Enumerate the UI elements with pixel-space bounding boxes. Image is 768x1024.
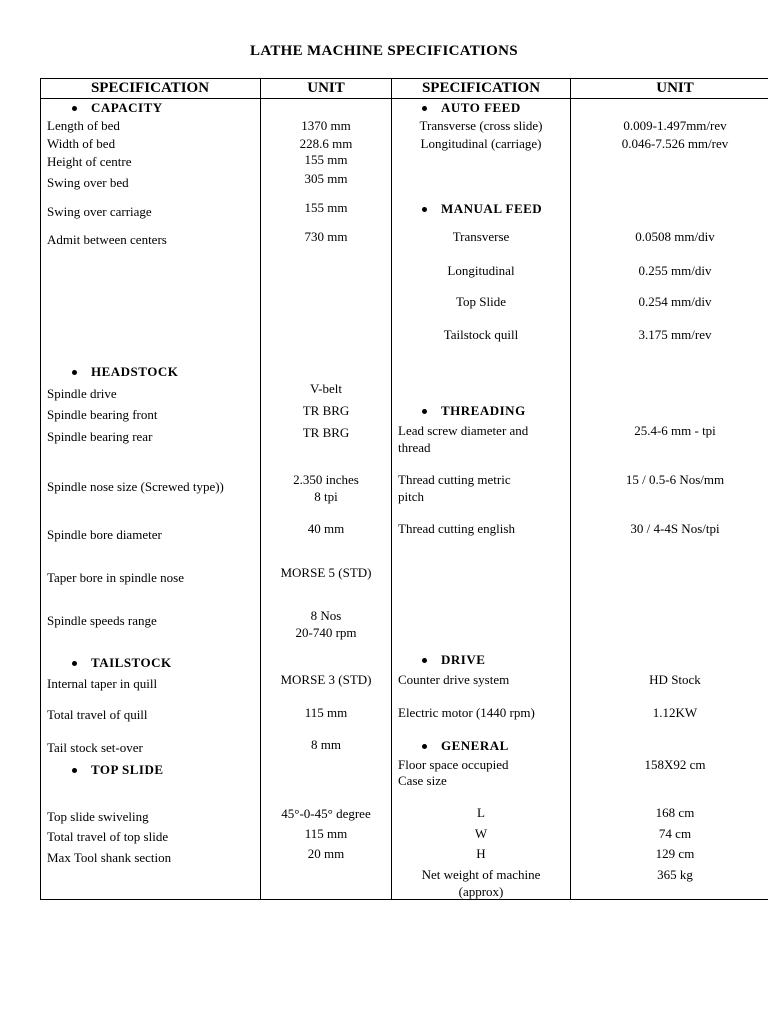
spec-label: (approx) bbox=[458, 884, 504, 899]
header-specification-left: SPECIFICATION bbox=[90, 80, 210, 96]
section-headstock: HEADSTOCK bbox=[72, 364, 178, 380]
spec-value: MORSE 5 (STD) bbox=[280, 565, 372, 580]
spec-value: HD Stock bbox=[649, 672, 701, 687]
spec-value: 0.046-7.526 mm/rev bbox=[621, 136, 729, 151]
spec-value: 168 cm bbox=[655, 805, 695, 820]
spec-value: 74 cm bbox=[658, 826, 692, 841]
spec-label: Lead screw diameter and bbox=[398, 423, 529, 438]
spec-value: 8 Nos bbox=[310, 608, 342, 623]
section-top-slide: TOP SLIDE bbox=[72, 762, 164, 778]
spec-value: 8 mm bbox=[311, 737, 341, 752]
spec-label: L bbox=[477, 805, 485, 820]
spec-value: 115 mm bbox=[304, 705, 348, 720]
spec-value: 45°-0-45° degree bbox=[281, 806, 371, 821]
section-threading: THREADING bbox=[422, 403, 526, 419]
section-tailstock: TAILSTOCK bbox=[72, 655, 172, 671]
spec-value: TR BRG bbox=[302, 425, 350, 440]
spec-label: Longitudinal (carriage) bbox=[420, 136, 542, 151]
spec-value: 158X92 cm bbox=[644, 757, 706, 772]
spec-label: Length of bed bbox=[47, 118, 120, 133]
section-general: GENERAL bbox=[422, 738, 509, 754]
spec-label: W bbox=[474, 826, 488, 841]
spec-value: 2.350 inches bbox=[293, 472, 359, 487]
spec-value: 115 mm bbox=[304, 826, 348, 841]
spec-value: 1.12KW bbox=[652, 705, 698, 720]
spec-value: 730 mm bbox=[304, 229, 348, 244]
spec-value: 155 mm bbox=[304, 152, 348, 167]
spec-label: Electric motor (1440 rpm) bbox=[398, 705, 535, 720]
spec-value: 3.175 mm/rev bbox=[638, 327, 712, 342]
spec-value: 20-740 rpm bbox=[295, 625, 357, 640]
spec-label: Spindle drive bbox=[47, 386, 117, 401]
spec-label: Tailstock quill bbox=[443, 327, 519, 342]
bullet-icon bbox=[422, 409, 427, 414]
bullet-icon bbox=[72, 370, 77, 375]
spec-value: MORSE 3 (STD) bbox=[280, 672, 372, 687]
spec-value: 1370 mm bbox=[301, 118, 351, 133]
spec-value: 0.254 mm/div bbox=[638, 294, 712, 309]
spec-label: Admit between centers bbox=[47, 232, 167, 247]
spec-label: Total travel of quill bbox=[47, 707, 148, 722]
spec-label: Taper bore in spindle nose bbox=[47, 570, 184, 585]
spec-value: 40 mm bbox=[307, 521, 345, 536]
bullet-icon bbox=[72, 106, 77, 111]
section-capacity: CAPACITY bbox=[72, 100, 163, 116]
page-title: LATHE MACHINE SPECIFICATIONS bbox=[250, 43, 518, 59]
spec-label: Height of centre bbox=[47, 154, 132, 169]
spec-value: TR BRG bbox=[302, 403, 350, 418]
spec-label: H bbox=[476, 846, 486, 861]
spec-value: 15 / 0.5-6 Nos/mm bbox=[625, 472, 725, 487]
spec-label: Transverse bbox=[452, 229, 510, 244]
bullet-icon bbox=[422, 207, 427, 212]
spec-label: Max Tool shank section bbox=[47, 850, 172, 865]
spec-label: Spindle nose size (Screwed type)) bbox=[47, 479, 224, 494]
spec-label: Case size bbox=[398, 773, 447, 788]
spec-label: Width of bed bbox=[47, 136, 116, 151]
spec-label: Thread cutting english bbox=[398, 521, 515, 536]
spec-label: Swing over bed bbox=[47, 175, 129, 190]
section-manual-feed: MANUAL FEED bbox=[422, 201, 542, 217]
spec-value: 20 mm bbox=[307, 846, 345, 861]
header-specification-right: SPECIFICATION bbox=[421, 80, 541, 96]
spec-value: 305 mm bbox=[304, 171, 348, 186]
spec-label: Spindle bearing rear bbox=[47, 429, 153, 444]
spec-label: Thread cutting metric bbox=[398, 472, 511, 487]
spec-value: 30 / 4-4S Nos/tpi bbox=[630, 521, 720, 536]
column-divider bbox=[570, 78, 571, 900]
spec-value: 25.4-6 mm - tpi bbox=[634, 423, 716, 438]
spec-value: 155 mm bbox=[304, 200, 348, 215]
spec-label: Floor space occupied bbox=[398, 757, 509, 772]
header-unit-left: UNIT bbox=[307, 80, 345, 96]
spec-label: Tail stock set-over bbox=[47, 740, 143, 755]
section-auto-feed: AUTO FEED bbox=[422, 100, 521, 116]
spec-label: Net weight of machine bbox=[421, 867, 541, 882]
spec-label: Swing over carriage bbox=[47, 204, 152, 219]
spec-value: 365 kg bbox=[657, 867, 693, 882]
spec-label: Counter drive system bbox=[398, 672, 510, 687]
spec-label: Top Slide bbox=[455, 294, 506, 309]
spec-value: 0.0508 mm/div bbox=[635, 229, 715, 244]
spec-label: Internal taper in quill bbox=[47, 676, 158, 691]
spec-label: thread bbox=[398, 440, 431, 455]
header-unit-right: UNIT bbox=[656, 80, 694, 96]
column-divider bbox=[391, 78, 392, 900]
spec-label: Transverse (cross slide) bbox=[419, 118, 543, 133]
spec-value: 0.009-1.497mm/rev bbox=[623, 118, 727, 133]
bullet-icon bbox=[72, 768, 77, 773]
bullet-icon bbox=[422, 658, 427, 663]
spec-label: pitch bbox=[398, 489, 424, 504]
bullet-icon bbox=[422, 106, 427, 111]
spec-value: 0.255 mm/div bbox=[638, 263, 712, 278]
spec-value: 8 tpi bbox=[314, 489, 338, 504]
spec-label: Top slide swiveling bbox=[47, 809, 149, 824]
spec-value: V-belt bbox=[309, 381, 343, 396]
header-divider bbox=[40, 98, 768, 99]
spec-label: Total travel of top slide bbox=[47, 829, 169, 844]
spec-label: Spindle speeds range bbox=[47, 613, 157, 628]
section-drive: DRIVE bbox=[422, 652, 485, 668]
bullet-icon bbox=[422, 744, 427, 749]
spec-label: Spindle bearing front bbox=[47, 407, 158, 422]
spec-label: Spindle bore diameter bbox=[47, 527, 162, 542]
spec-value: 228.6 mm bbox=[299, 136, 353, 151]
spec-value: 129 cm bbox=[655, 846, 695, 861]
spec-label: Longitudinal bbox=[447, 263, 515, 278]
bullet-icon bbox=[72, 661, 77, 666]
